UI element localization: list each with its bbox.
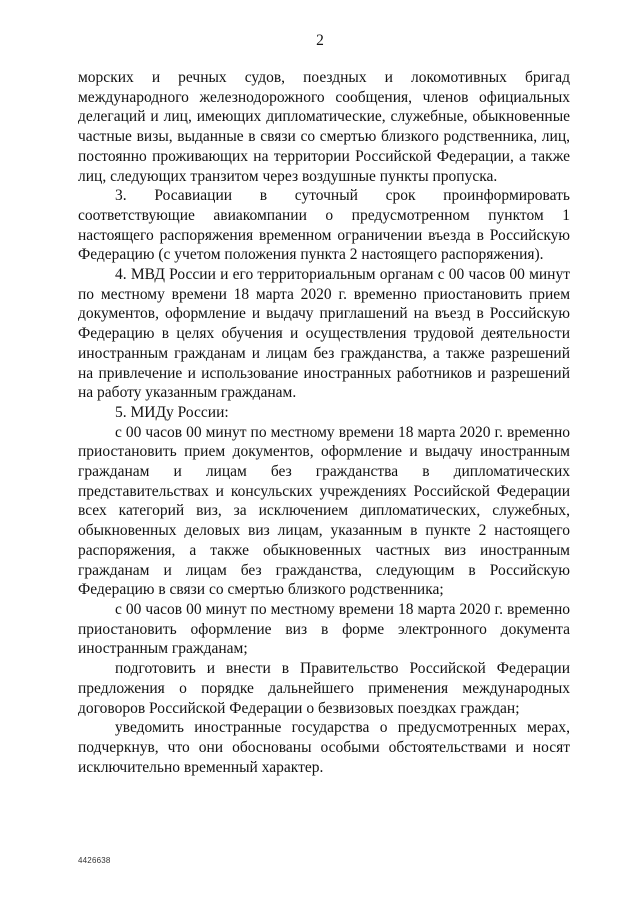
paragraph-item-5-visas: с 00 часов 00 минут по местному времени 18 марта 2020 г. временно приостановить прием документов, оформление и выдачу иностранным гражданам и лицам без гражданства в дипломатических представительствах и консульских учреждениях Российской Федерации всех категорий виз, за исключением дипломатических, служебных, обыкновенных деловых виз лицам, указанным в пункте 2 настоящего распоряжения, а также обыкновенных частных виз иностранным гражданам и лицам без гражданства, следующим в Российскую Федерацию в связи со смертью близкого родственника;	[78, 423, 570, 599]
paragraph-item-5-proposals: подготовить и внести в Правительство Российской Федерации предложения о порядке дальнейшего применения международных договоров Российской Федерации о безвизовых поездках граждан;	[78, 660, 570, 717]
paragraph-continuation: морских и речных судов, поездных и локомотивных бригад международного железнодорожного сообщения, членов официальных делегаций и лиц, имеющих дипломатические, служебные, обыкновенные частные визы, выданные в связи со смертью близкого родственника, лиц, постоянно проживающих на территории Российской Федерации, а также лиц, следующих транзитом через воздушные пункты пропуска.	[78, 69, 570, 185]
paragraph-item-4: 4. МВД России и его территориальным органам с 00 часов 00 минут по местному времени 18 марта 2020 г. временно приостановить прием документов, оформление и выдачу приглашений на въезд в Российскую Федерацию в целях обучения и осуществления трудовой деятельности иностранным гражданам и лицам без гражданства, а также разрешений на привлечение и использование иностранных работников и разрешений на работу указанным гражданам.	[78, 266, 570, 402]
paragraph-item-5-evisas: с 00 часов 00 минут по местному времени 18 марта 2020 г. временно приостановить оформление виз в форме электронного документа иностранным гражданам;	[78, 600, 570, 658]
paragraph-item-5-heading: 5. МИДу России:	[115, 403, 229, 421]
document-code: 4426638	[78, 856, 111, 865]
document-body	[78, 68, 570, 777]
paragraph-item-3: 3. Росавиации в суточный срок проинформировать соответствующие авиакомпании о предусмотренном пунктом 1 настоящего распоряжения временном ограничении въезда в Российскую Федерацию (с учетом положения пункта 2 настоящего распоряжения).	[78, 187, 570, 264]
page-number: 2	[316, 32, 324, 49]
paragraph-item-5-notify: уведомить иностранные государства о предусмотренных мерах, подчеркнув, что они обоснованы особыми обстоятельствами и носят исключительно временный характер.	[78, 719, 570, 776]
